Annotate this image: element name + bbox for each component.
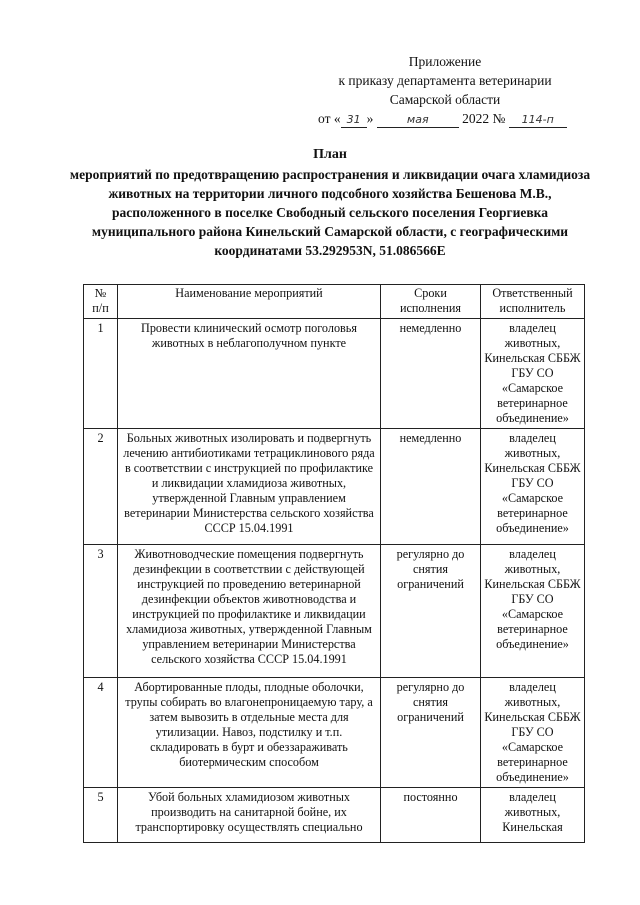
row-executor: владелец животных, Кинельская СББЖ ГБУ СО «Самарское ветеринарное объединение»: [481, 319, 585, 429]
order-number: 114-п: [509, 112, 567, 128]
header-number: № п/п: [84, 285, 118, 319]
plan-description: мероприятий по предотвращению распространения и ликвидации очага хламидиоза животных на территории личного подсобного хозяйства Бешенова М.В., расположенного в поселке Свободный сельского поселения Георгиевка муниципального района Кинельский Самарской области, с географическими координатами 53.292953N, 51.086566E: [69, 167, 591, 258]
appendix-title: Приложение: [408, 54, 482, 69]
measures-table: [83, 284, 585, 843]
row-action: Провести клинический осмотр поголовья животных в неблагополучном пункте: [118, 319, 381, 429]
row-term: немедленно: [381, 319, 481, 429]
row-number: 3: [84, 545, 118, 678]
header-term: Сроки исполнения: [381, 285, 481, 319]
row-number: 1: [84, 319, 118, 429]
table-header-row: [84, 285, 585, 319]
row-executor: владелец животных, Кинельская СББЖ ГБУ СО «Самарское ветеринарное объединение»: [481, 429, 585, 545]
header-action: Наименование мероприятий: [118, 285, 381, 319]
row-action: Больных животных изолировать и подвергнуть лечению антибиотиками тетрациклинового ряда в соответствии с инструкцией по профилактике и ликвидации хламидиоза животных, утвержденной Главным управлением ветеринарии Министерства сельского хозяйства СССР 15.04.1991: [118, 429, 381, 545]
row-action: Убой больных хламидиозом животных производить на санитарной бойне, их транспортировку осуществлять специально: [118, 788, 381, 843]
row-number: 4: [84, 678, 118, 788]
table-row: [84, 678, 585, 788]
row-term: постоянно: [381, 788, 481, 843]
appendix-date-line: [300, 109, 590, 128]
table-row: [84, 545, 585, 678]
date-day: 31: [341, 112, 367, 128]
date-mid: »: [366, 111, 374, 126]
row-term: регулярно до снятия ограничений: [381, 678, 481, 788]
appendix-region: Самарской области: [389, 92, 501, 107]
row-executor: владелец животных, Кинельская СББЖ ГБУ СО «Самарское ветеринарное объединение»: [481, 678, 585, 788]
row-action: Абортированные плоды, плодные оболочки, трупы собирать во влагонепроницаемую тару, а затем вывозить в отдельные места для утилизации. Навоз, подстилку и т.п. складировать в бурт и обеззараживать биотермическим способом: [118, 678, 381, 788]
row-executor: владелец животных, Кинельская СББЖ ГБУ СО «Самарское ветеринарное объединение»: [481, 545, 585, 678]
table-row: [84, 319, 585, 429]
row-executor: владелец животных, Кинельская: [481, 788, 585, 843]
plan-heading: План: [313, 147, 347, 162]
header-executor: Ответственный исполнитель: [481, 285, 585, 319]
document-title: [60, 145, 600, 260]
table-row: [84, 429, 585, 545]
row-term: регулярно до снятия ограничений: [381, 545, 481, 678]
date-month: мая: [377, 112, 459, 128]
appendix-order-ref: к приказу департамента ветеринарии: [338, 73, 552, 88]
row-action: Животноводческие помещения подвергнуть дезинфекции в соответствии с действующей инструкцией по проведению ветеринарной дезинфекции объектов животноводства и инструкцией по профилактике и ликвидации хламидиоза животных, утвержденной Главным управлением ветеринарии Министерства сельского хозяйства СССР 15.04.1991: [118, 545, 381, 678]
row-term: немедленно: [381, 429, 481, 545]
appendix-block: [300, 52, 590, 128]
table-row: [84, 788, 585, 843]
date-prefix: от «: [318, 111, 341, 126]
row-number: 5: [84, 788, 118, 843]
row-number: 2: [84, 429, 118, 545]
date-year: 2022 №: [462, 111, 506, 126]
